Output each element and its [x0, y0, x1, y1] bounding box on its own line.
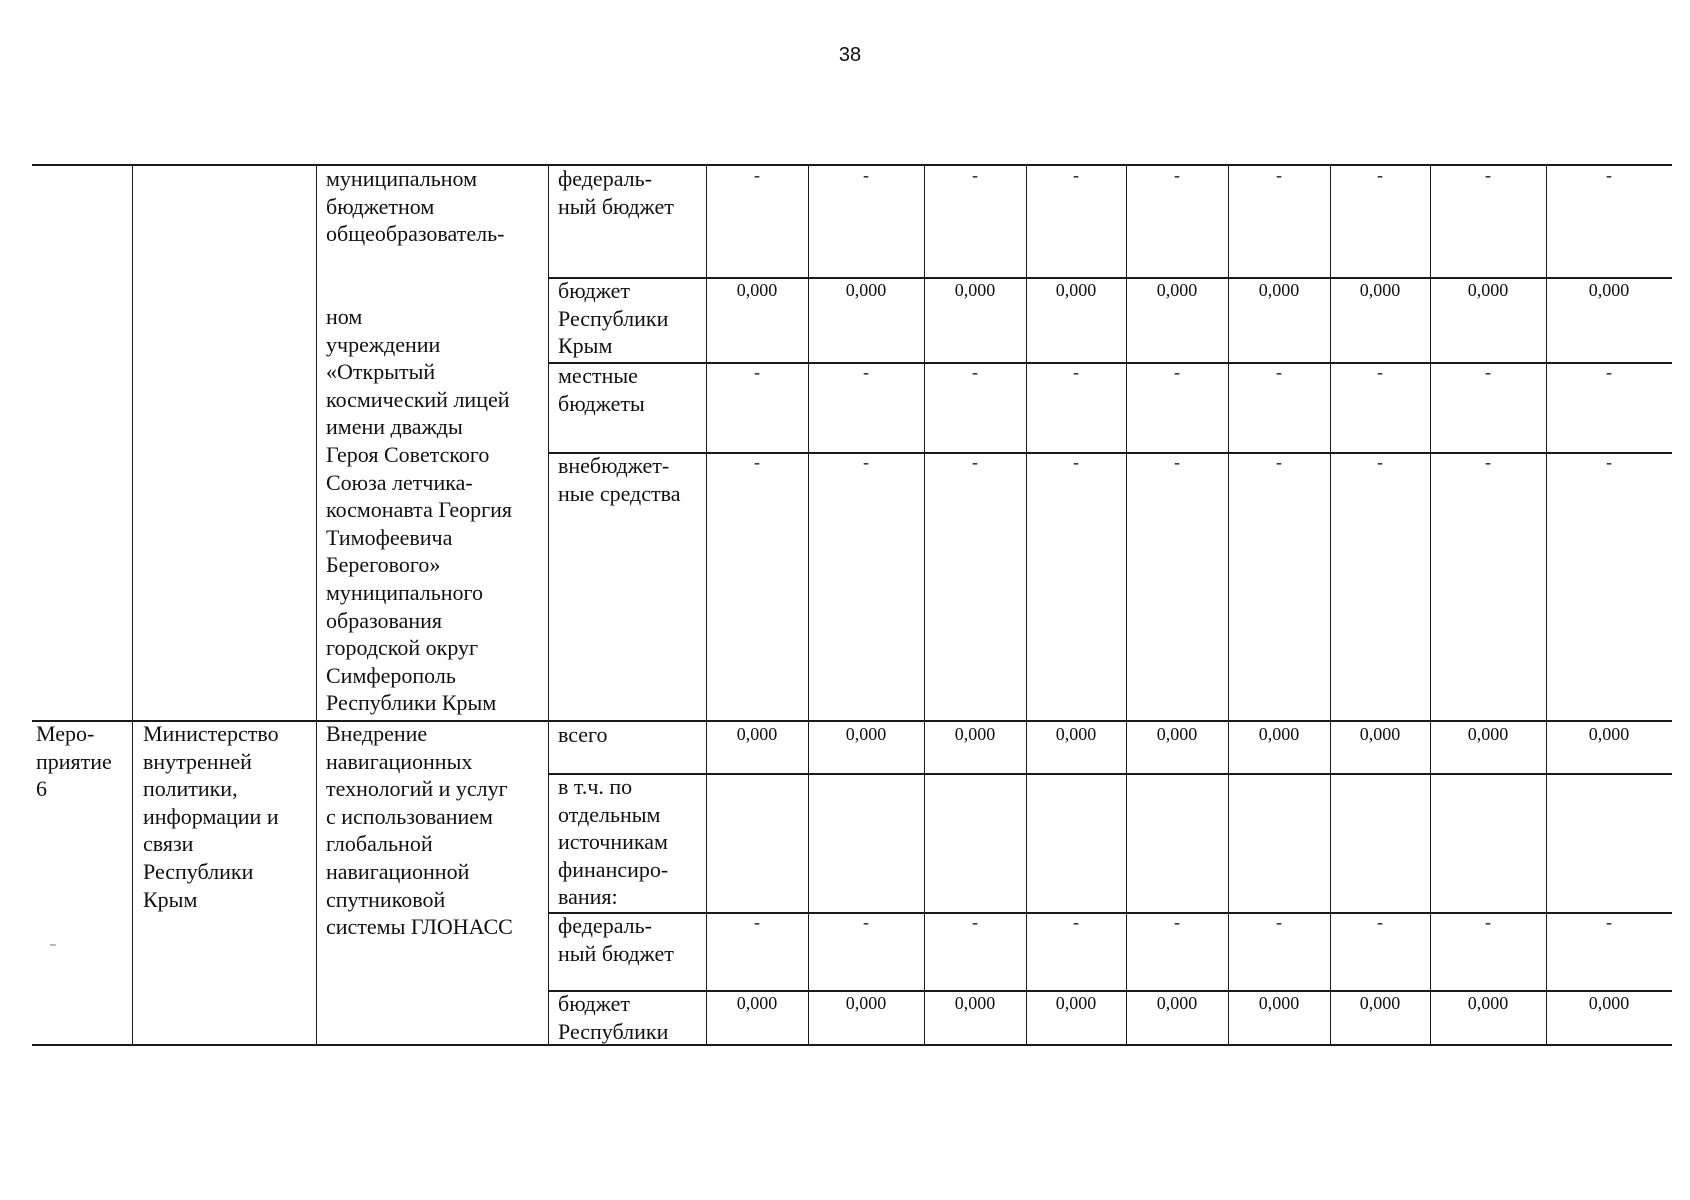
status-cell: Меро- приятие 6	[36, 721, 112, 802]
funding-source-cell: федераль- ный бюджет	[558, 166, 674, 219]
empty-value-cell: -	[754, 452, 760, 472]
empty-value-cell: -	[1485, 912, 1491, 932]
funding-source-cell: местные бюджеты	[558, 363, 645, 416]
value-cell: 0,000	[1258, 724, 1300, 744]
empty-value-cell: -	[1174, 452, 1180, 472]
empty-value-cell: -	[1276, 452, 1282, 472]
empty-value-cell: -	[863, 452, 869, 472]
empty-value-cell: -	[863, 912, 869, 932]
empty-value-cell: -	[972, 165, 978, 185]
empty-value-cell: -	[1174, 362, 1180, 382]
value-cell: 0,000	[736, 724, 778, 744]
value-cell: 0,000	[1467, 280, 1509, 300]
value-cell: 0,000	[1055, 724, 1097, 744]
empty-value-cell: -	[1377, 165, 1383, 185]
row-divider	[548, 773, 1672, 775]
value-cell: 0,000	[736, 280, 778, 300]
column-divider	[132, 164, 133, 1045]
empty-value-cell: -	[1073, 912, 1079, 932]
empty-value-cell: -	[1377, 912, 1383, 932]
empty-value-cell: -	[1073, 452, 1079, 472]
scan-speck	[50, 944, 56, 946]
value-cell: 0,000	[1588, 280, 1630, 300]
funding-source-cell: бюджет Республики Крым	[558, 278, 669, 359]
event-name-cell: Внедрение навигационных технологий и услуг с использованием глобальной навигационной спутниковой системы ГЛОНАСС	[326, 721, 513, 940]
empty-value-cell: -	[1377, 362, 1383, 382]
empty-value-cell: -	[1073, 165, 1079, 185]
value-cell: 0,000	[1156, 724, 1198, 744]
funding-source-cell: бюджет Республики	[558, 991, 669, 1044]
funding-source-cell: в т.ч. по отдельным источникам финансиро- вания:	[558, 774, 669, 910]
empty-value-cell: -	[1485, 362, 1491, 382]
empty-value-cell: -	[1606, 452, 1612, 472]
empty-value-cell: -	[972, 912, 978, 932]
empty-value-cell: -	[972, 362, 978, 382]
empty-value-cell: -	[1485, 452, 1491, 472]
column-divider	[548, 164, 549, 1045]
empty-value-cell: -	[863, 362, 869, 382]
value-cell: 0,000	[1258, 993, 1300, 1013]
event-name-cell-rest: ном учреждении «Открытый космический лицей имени дважды Героя Советского Союза летчика- космонавта Георгия Тимофеевича Берегового» муниципального образования городской округ Симферополь Республики Крым	[326, 304, 513, 716]
row-divider	[548, 990, 1672, 992]
value-cell: 0,000	[954, 724, 996, 744]
row-divider	[548, 277, 1672, 279]
empty-value-cell: -	[754, 362, 760, 382]
value-cell: 0,000	[954, 993, 996, 1013]
value-cell: 0,000	[1359, 724, 1401, 744]
empty-value-cell: -	[1485, 165, 1491, 185]
empty-value-cell: -	[1606, 912, 1612, 932]
value-cell: 0,000	[845, 724, 887, 744]
value-cell: 0,000	[1055, 280, 1097, 300]
funding-source-cell: внебюджет- ные средства	[558, 453, 681, 506]
table-bottom-border	[32, 1044, 1672, 1046]
value-cell: 0,000	[1467, 724, 1509, 744]
responsible-cell: Министерство внутренней политики, информации и связи Республики Крым	[143, 721, 279, 912]
value-cell: 0,000	[1156, 993, 1198, 1013]
funding-source-cell: всего	[558, 722, 608, 747]
funding-source-cell: федераль- ный бюджет	[558, 913, 674, 966]
value-cell: 0,000	[1359, 993, 1401, 1013]
value-cell: 0,000	[845, 993, 887, 1013]
empty-value-cell: -	[1276, 912, 1282, 932]
empty-value-cell: -	[972, 452, 978, 472]
empty-value-cell: -	[754, 912, 760, 932]
empty-value-cell: -	[1606, 165, 1612, 185]
value-cell: 0,000	[1359, 280, 1401, 300]
value-cell: 0,000	[736, 993, 778, 1013]
value-cell: 0,000	[1055, 993, 1097, 1013]
value-cell: 0,000	[845, 280, 887, 300]
value-cell: 0,000	[1156, 280, 1198, 300]
empty-value-cell: -	[1174, 912, 1180, 932]
column-divider	[316, 164, 317, 1045]
empty-value-cell: -	[1276, 165, 1282, 185]
value-cell: 0,000	[1588, 993, 1630, 1013]
empty-value-cell: -	[1606, 362, 1612, 382]
value-cell: 0,000	[1588, 724, 1630, 744]
empty-value-cell: -	[1377, 452, 1383, 472]
empty-value-cell: -	[863, 165, 869, 185]
event-name-cell-top: муниципальном бюджетном общеобразователь-	[326, 166, 505, 247]
empty-value-cell: -	[754, 165, 760, 185]
value-cell: 0,000	[1467, 993, 1509, 1013]
page-number: 38	[838, 44, 862, 66]
empty-value-cell: -	[1174, 165, 1180, 185]
empty-value-cell: -	[1276, 362, 1282, 382]
empty-value-cell: -	[1073, 362, 1079, 382]
value-cell: 0,000	[954, 280, 996, 300]
value-cell: 0,000	[1258, 280, 1300, 300]
